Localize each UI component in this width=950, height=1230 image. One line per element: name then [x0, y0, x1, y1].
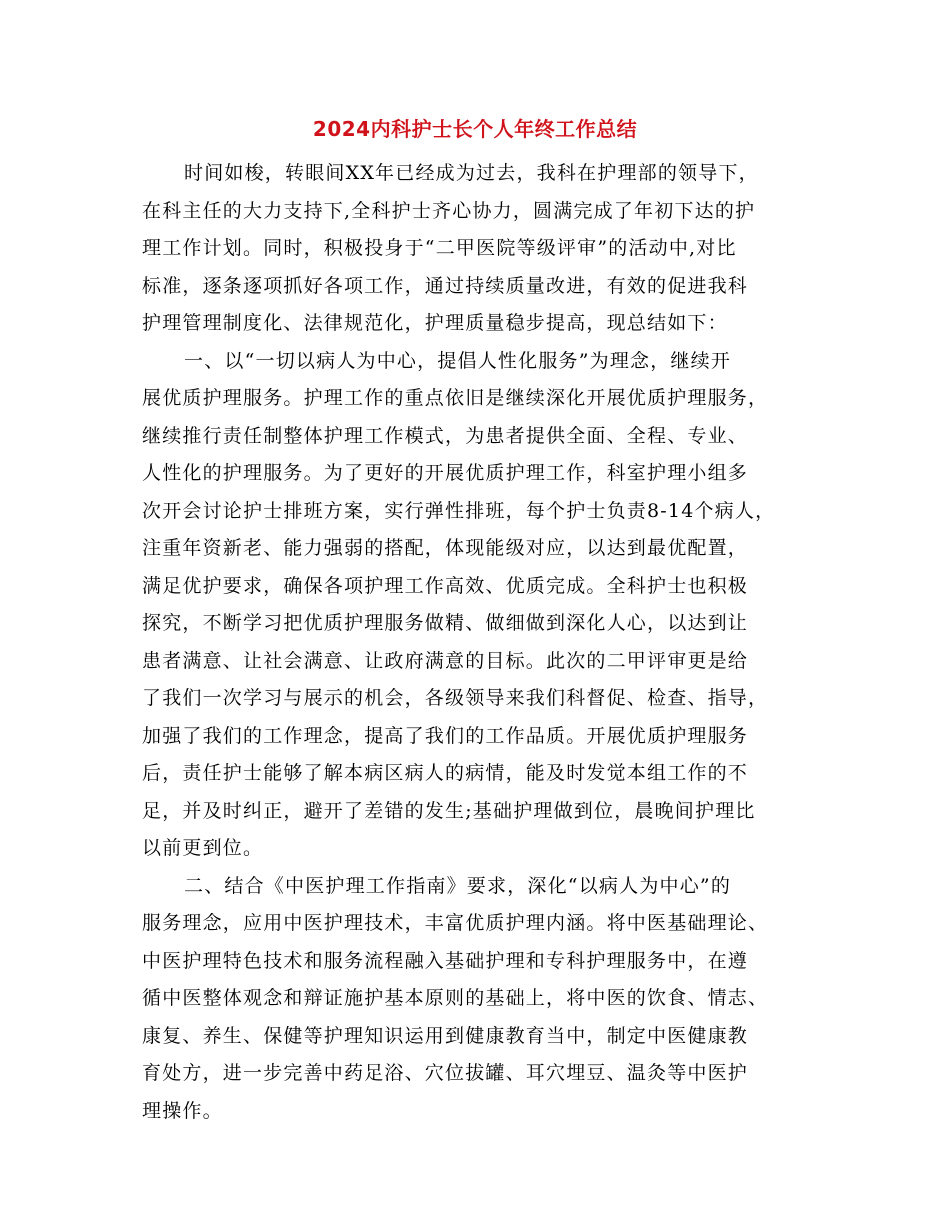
- paragraph-line: 展优质护理服务。护理工作的重点依旧是继续深化开展优质护理服务，: [142, 387, 769, 409]
- paragraph-line: 注重年资新老、能力强弱的搭配，体现能级对应，以达到最优配置，: [142, 537, 749, 559]
- paragraph-line: 育处方，进一步完善中药足浴、穴位拔罐、耳穴埋豆、温灸等中医护: [142, 1062, 749, 1084]
- paragraph-line: 患者满意、让社会满意、让政府满意的目标。此次的二甲评审更是给: [142, 649, 749, 672]
- document-body: [142, 155, 822, 1130]
- paragraph-line: 后，责任护士能够了解本病区病人的病情，能及时发觉本组工作的不: [142, 762, 749, 784]
- paragraph-line: 以前更到位。: [142, 837, 264, 859]
- paragraph-line: 康复、养生、保健等护理知识运用到健康教育当中，制定中医健康教: [142, 1024, 749, 1047]
- paragraph-line: 时间如梭，转眼间XX年已经成为过去，我科在护理部的领导下，: [184, 162, 759, 184]
- paragraph-line: 了我们一次学习与展示的机会，各级领导来我们科督促、检查、指导，: [142, 687, 769, 709]
- paragraph-line: 次开会讨论护士排班方案，实行弹性排班，每个护士负责8-14个病人，: [142, 499, 776, 522]
- paragraph-line: 标准，逐条逐项抓好各项工作，通过持续质量改进，有效的促进我科: [142, 274, 749, 297]
- paragraph-line: 理操作。: [142, 1099, 223, 1122]
- paragraph-line: 循中医整体观念和辩证施护基本原则的基础上，将中医的饮食、情志、: [142, 987, 769, 1009]
- document-title: 2024内科护士长个人年终工作总结: [312, 117, 638, 141]
- paragraph-line: 探究，不断学习把优质护理服务做精、做细做到深化人心，以达到让: [142, 612, 749, 634]
- paragraph-line: 中医护理特色技术和服务流程融入基础护理和专科护理服务中，在遵: [142, 949, 749, 972]
- paragraph-line: 在科主任的大力支持下,全科护士齐心协力，圆满完成了年初下达的护: [142, 199, 756, 222]
- paragraph-line: 满足优护要求，确保各项护理工作高效、优质完成。全科护士也积极: [142, 574, 749, 597]
- paragraph-line: 护理管理制度化、法律规范化，护理质量稳步提高，现总结如下：: [142, 312, 728, 334]
- paragraph-line: 服务理念，应用中医护理技术，丰富优质护理内涵。将中医基础理论、: [142, 912, 769, 934]
- paragraph-line: 人性化的护理服务。为了更好的开展优质护理工作，科室护理小组多: [142, 462, 749, 484]
- paragraph-line: 一、以“一切以病人为中心，提倡人性化服务”为理念，继续开: [184, 349, 732, 372]
- paragraph-line: 理工作计划。同时，积极投身于“二甲医院等级评审”的活动中,对比: [142, 237, 737, 259]
- paragraph-line: 足，并及时纠正，避开了差错的发生;基础护理做到位，晨晚间护理比: [142, 799, 756, 822]
- paragraph-line: 继续推行责任制整体护理工作模式，为患者提供全面、全程、专业、: [142, 424, 749, 447]
- paragraph-line: 加强了我们的工作理念，提高了我们的工作品质。开展优质护理服务: [142, 724, 749, 747]
- paragraph-line: 二、结合《中医护理工作指南》要求，深化“以病人为中心”的: [184, 874, 732, 897]
